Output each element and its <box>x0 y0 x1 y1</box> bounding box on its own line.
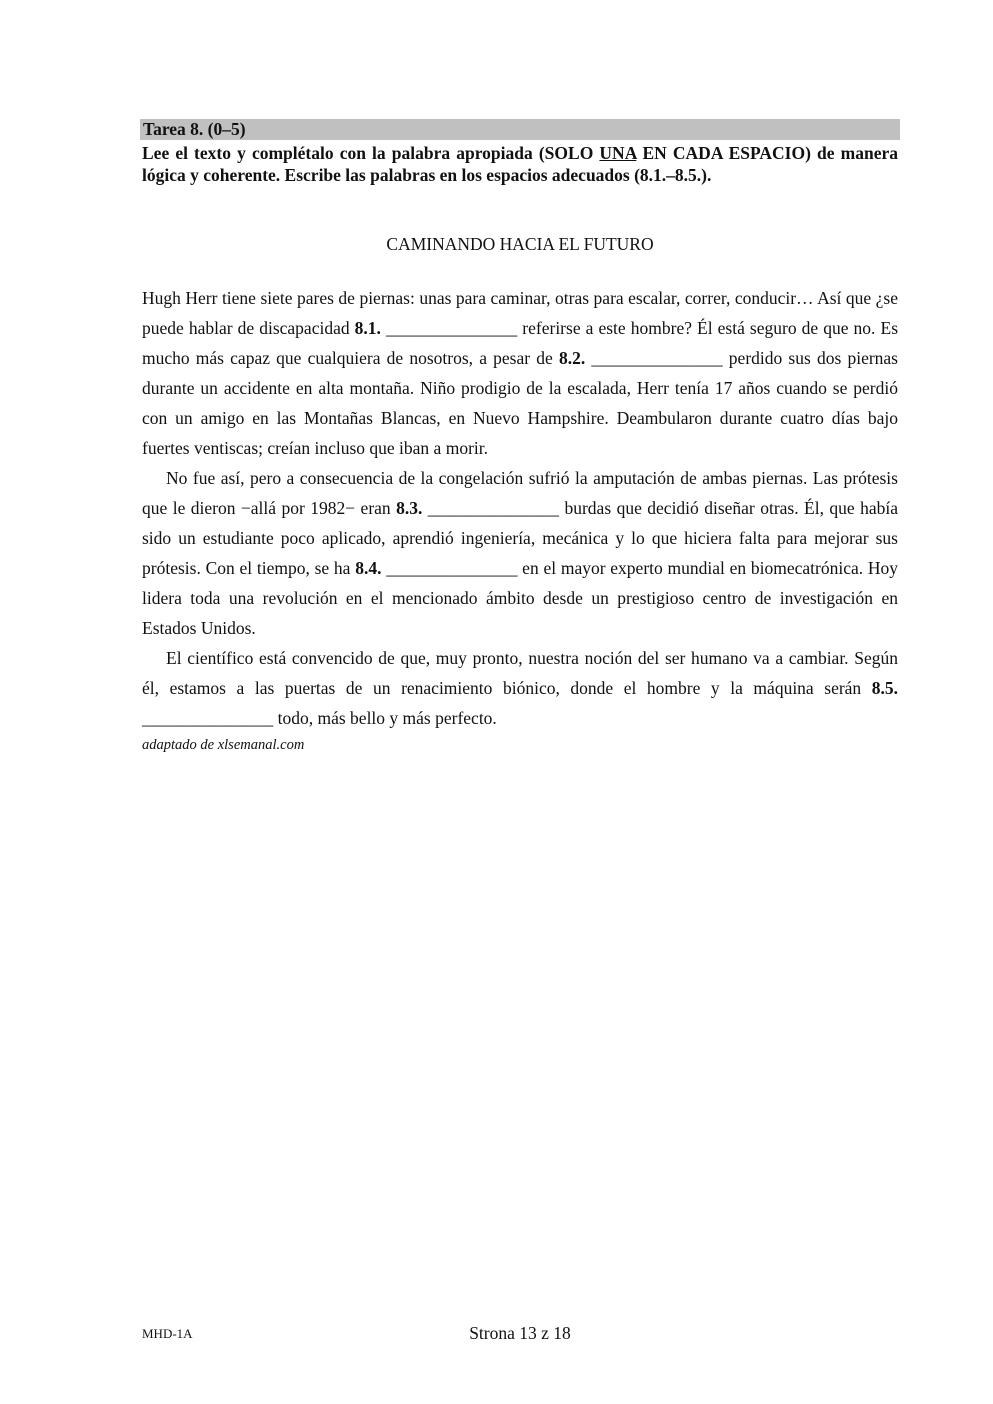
gap-blank-8-5[interactable]: _______________ <box>142 708 274 728</box>
paragraph-3 <box>142 643 898 733</box>
paragraph-3-text-1: El científico está convencido de que, muy pronto, nuestra noción del ser humano va a cambiar. Según él, estamos a las puertas de un renacimiento biónico, donde el hombre y la máquina serán <box>142 648 898 698</box>
paragraph-2-text-1: No fue así, pero a consecuencia de la congelación sufrió la amputación de ambas piernas. Las prótesis que le dieron −allá por 1982− eran <box>142 468 898 518</box>
gap-blank-8-2[interactable]: _______________ <box>591 348 723 368</box>
paragraph-2 <box>142 463 898 643</box>
instructions-text-2: EN CADA ESPACIO) de manera lógica y coherente. Escribe las palabras en los espacios adecuados (8.1.–8.5.). <box>142 143 898 185</box>
gap-label-8-5: 8.5. <box>871 678 898 698</box>
paragraph-2-text-2: burdas que decidió diseñar otras. Él, que había sido un estudiante poco aplicado, aprendió ingeniería, mecánica y lo que hiciera falta para mejorar sus prótesis. Con el tiempo, se ha <box>142 498 898 578</box>
instructions-text-1: Lee el texto y complétalo con la palabra apropiada (SOLO <box>142 143 600 163</box>
paragraph-1-text-1: Hugh Herr tiene siete pares de piernas: unas para caminar, otras para escalar, correr, conducir… Así que ¿se puede hablar de discapacidad <box>142 288 898 338</box>
gap-blank-8-3[interactable]: _______________ <box>427 498 560 518</box>
task-header: Tarea 8. (0–5) <box>140 119 900 140</box>
gap-blank-8-1[interactable]: _______________ <box>385 318 518 338</box>
article-body <box>142 283 898 757</box>
paragraph-1-text-3: perdido sus dos piernas durante un accidente en alta montaña. Niño prodigio de la escalada, Herr tenía 17 años cuando se perdió con un amigo en las Montañas Blancas, en Nuevo Hampshire. Deambularon durante cuatro días bajo fuertes ventiscas; creían incluso que iban a morir. <box>142 348 898 458</box>
footer-exam-code: MHD-1A <box>142 1326 193 1341</box>
footer-page-number: Strona 13 z 18 <box>469 1323 571 1343</box>
task-instructions <box>142 142 898 186</box>
paragraph-1-text-2: referirse a este hombre? Él está seguro de que no. Es mucho más capaz que cualquiera de nosotros, a pesar de <box>142 318 899 368</box>
gap-label-8-1: 8.1. <box>354 318 381 338</box>
article-title: CAMINANDO HACIA EL FUTURO <box>386 234 654 254</box>
gap-blank-8-4[interactable]: _______________ <box>386 558 518 578</box>
paragraph-3-text-2: todo, más bello y más perfecto. <box>273 708 497 728</box>
gap-label-8-3: 8.3. <box>396 498 423 518</box>
paragraph-1 <box>142 283 898 463</box>
paragraph-2-text-3: en el mayor experto mundial en biomecatrónica. Hoy lidera toda una revolución en el mencionado ámbito desde un prestigioso centro de investigación en Estados Unidos. <box>142 558 898 638</box>
gap-label-8-2: 8.2. <box>558 348 586 368</box>
gap-label-8-4: 8.4. <box>355 558 382 578</box>
instructions-underlined-word: UNA <box>599 143 637 163</box>
source-credit: adaptado de xlsemanal.com <box>142 737 305 753</box>
